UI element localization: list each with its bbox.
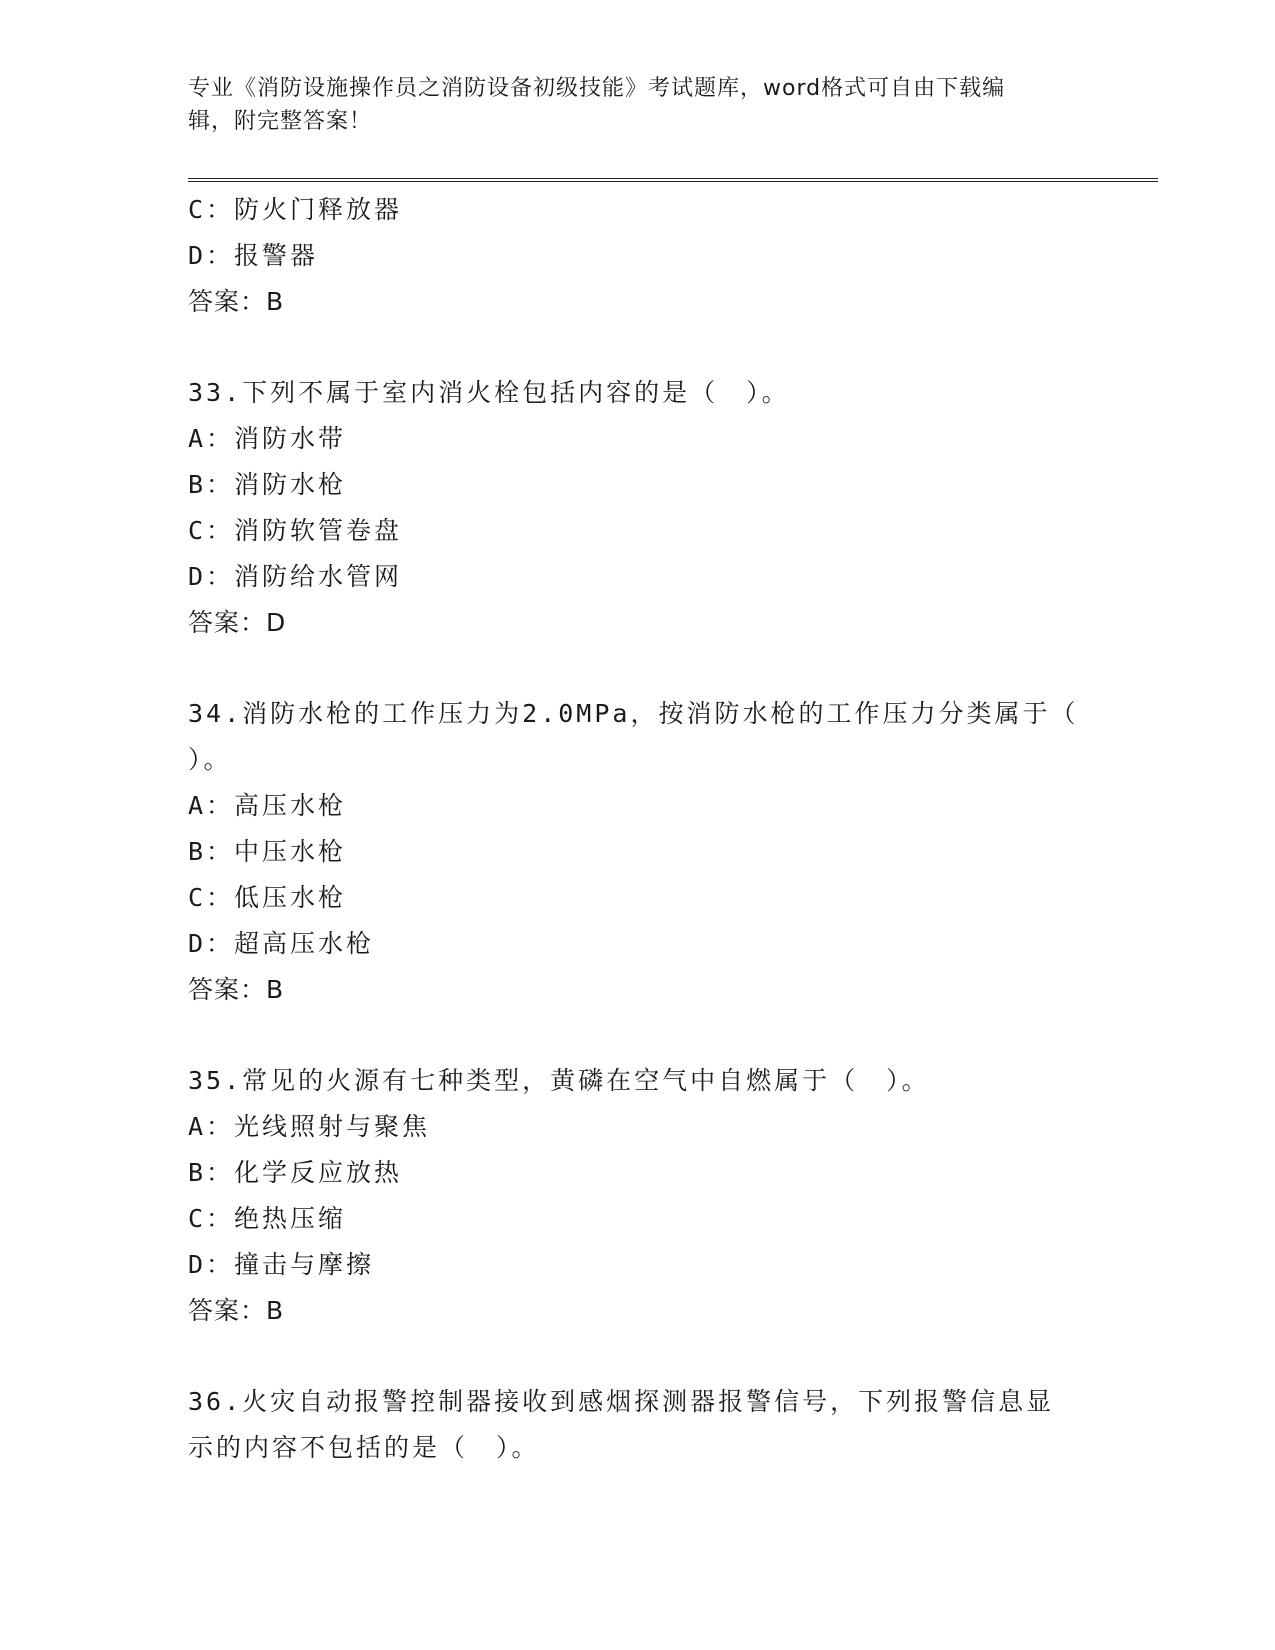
answer: 答案：B (188, 1296, 285, 1325)
option-a: A：光线照射与聚焦 (188, 1112, 431, 1141)
question-36-line-2: 示的内容不包括的是（ ）。 (188, 1433, 540, 1462)
option-a: A：高压水枪 (188, 791, 347, 820)
question-34-line-1: 34.消防水枪的工作压力为2.0MPa，按消防水枪的工作压力分类属于（ (188, 699, 1079, 728)
option-c: C：绝热压缩 (188, 1204, 347, 1233)
option-b: B：消防水枪 (188, 470, 347, 499)
option-b: B：中压水枪 (188, 837, 347, 866)
question-34-line-2: ）。 (188, 745, 232, 774)
option-d: D：报警器 (188, 241, 319, 270)
question-35: 35.常见的火源有七种类型，黄磷在空气中自燃属于（ ）。 (188, 1066, 930, 1095)
spacer (188, 325, 1088, 370)
option-c: C：消防软管卷盘 (188, 516, 403, 545)
header-divider (188, 178, 1158, 182)
option-d: D：撞击与摩擦 (188, 1250, 375, 1279)
document-header (188, 72, 1078, 138)
option-d: D：消防给水管网 (188, 562, 403, 591)
option-c: C：低压水枪 (188, 883, 347, 912)
question-33: 33.下列不属于室内消火栓包括内容的是（ ）。 (188, 378, 790, 407)
option-b: B：化学反应放热 (188, 1158, 403, 1187)
option-d: D：超高压水枪 (188, 929, 375, 958)
question-36-line-1: 36.火灾自动报警控制器接收到感烟探测器报警信号，下列报警信息显 (188, 1387, 1055, 1416)
spacer (188, 1334, 1088, 1379)
answer: 答案：D (188, 608, 287, 637)
header-line-1: 专业《消防设施操作员之消防设备初级技能》考试题库，word格式可自由下载编 (188, 76, 1006, 101)
spacer (188, 1013, 1088, 1058)
answer: 答案：B (188, 975, 285, 1004)
option-c: C：防火门释放器 (188, 195, 403, 224)
spacer (188, 646, 1088, 691)
question-content (188, 187, 1088, 1471)
option-a: A：消防水带 (188, 424, 347, 453)
header-line-2: 辑，附完整答案！ (188, 109, 373, 134)
answer: 答案：B (188, 287, 285, 316)
